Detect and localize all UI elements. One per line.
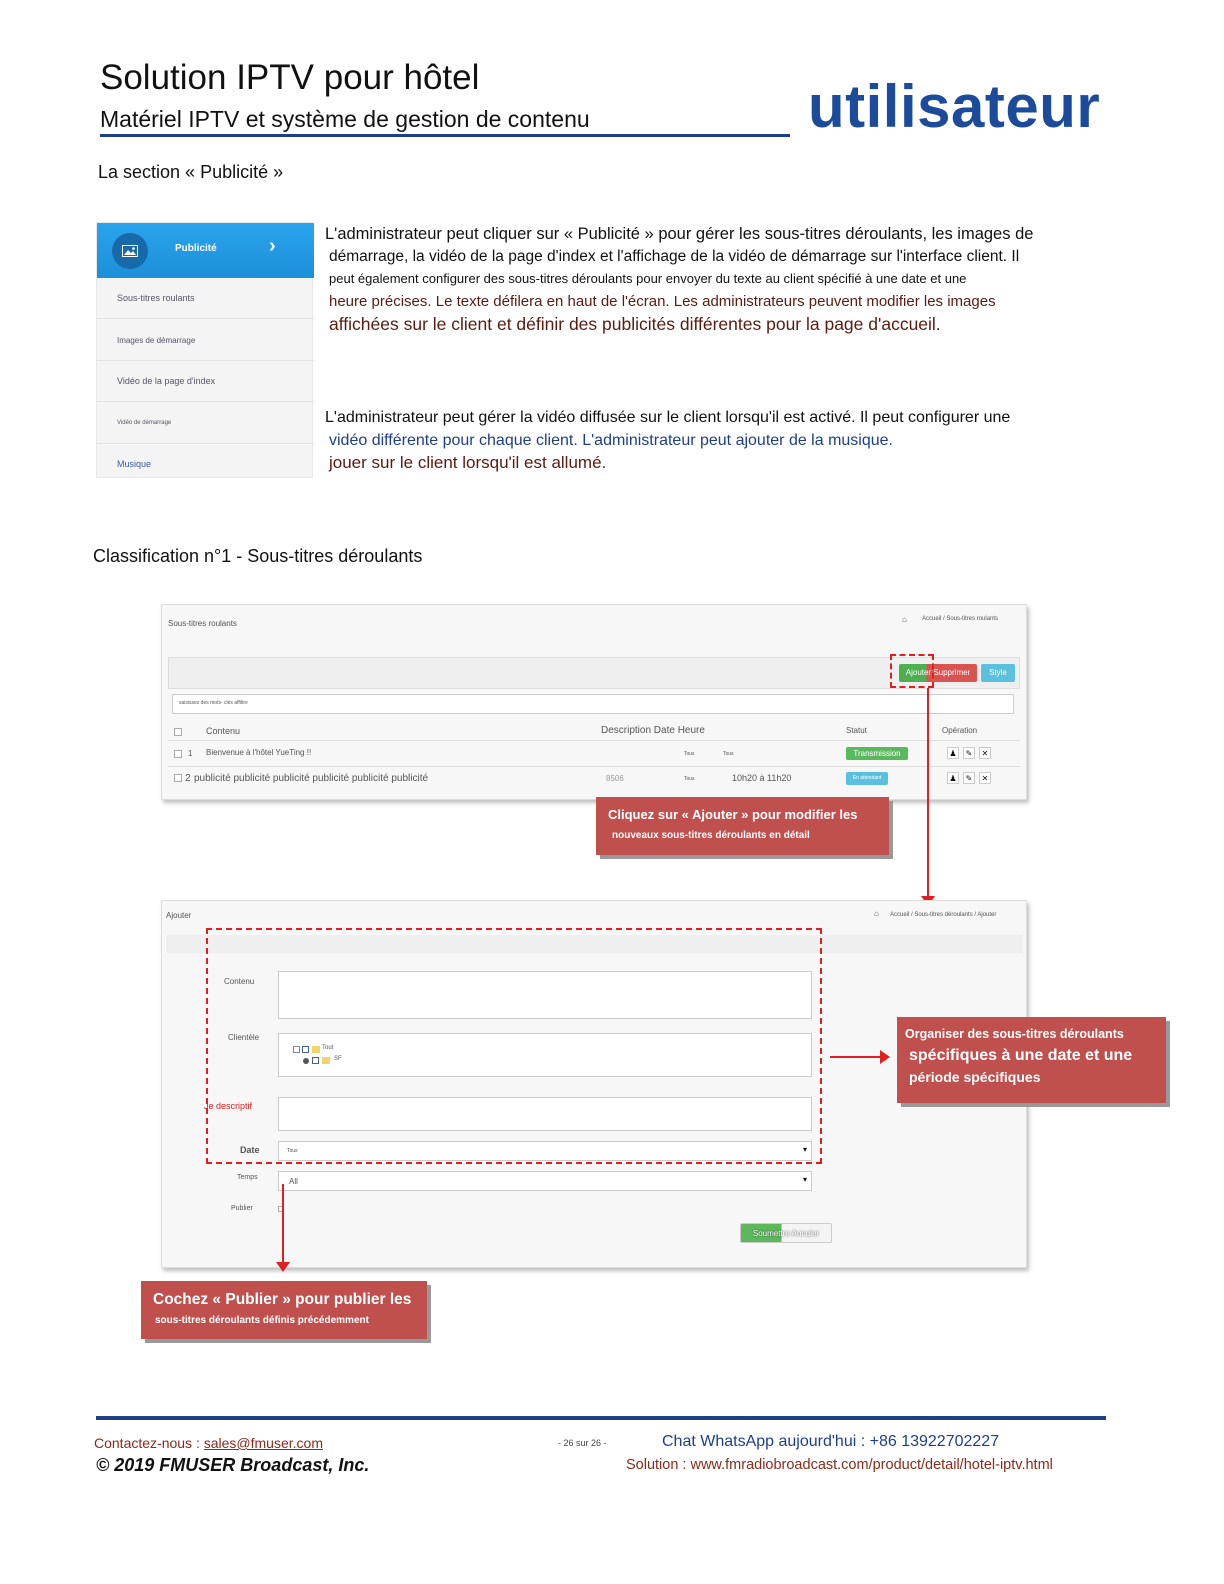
row-number: 1: [188, 749, 193, 758]
contact-email-link[interactable]: sales@fmuser.com: [203, 1435, 323, 1451]
search-input[interactable]: [172, 694, 1014, 714]
delete-icon[interactable]: ✕: [979, 772, 991, 784]
edit-icon[interactable]: ✎: [963, 772, 975, 784]
table-header: [168, 719, 1020, 741]
list-page-title: Sous-titres roulants: [168, 619, 237, 628]
row-number: 2: [185, 773, 191, 784]
paragraph-publicite: [325, 223, 1105, 336]
delete-icon[interactable]: ✕: [979, 747, 991, 759]
callout-organize-line3: période spécifiques: [909, 1069, 1041, 1085]
callout-organize-line2: spécifiques à une date et une: [909, 1047, 1133, 1064]
col-operation: Opération: [942, 726, 978, 735]
edit-icon[interactable]: ✎: [963, 747, 975, 759]
para2-line2: vidéo différente pour chaque client. L'administrateur peut ajouter de la musique.: [329, 431, 893, 449]
copyright: © 2019 FMUSER Broadcast, Inc.: [96, 1455, 370, 1475]
header-rule: [100, 134, 790, 137]
menu-item-publicite[interactable]: [97, 223, 314, 278]
add-button-highlight: [890, 654, 934, 688]
arrow-line-down-publish: [282, 1184, 284, 1264]
para1-line4: heure précises. Le texte défilera en haut de l'écran. Les administrateurs peuvent modifier les images: [329, 292, 996, 310]
form-page-title: Ajouter: [166, 911, 192, 920]
caret-down-icon: ▾: [802, 1175, 807, 1184]
doc-title: Solution IPTV pour hôtel: [100, 58, 480, 97]
callout-add-line2: nouveaux sous-titres déroulants en détail: [612, 830, 810, 841]
row-content: Bienvenue à l'hôtel YueTing !!: [206, 748, 312, 757]
status-badge: En attendant: [846, 772, 888, 785]
row-date: Tous: [684, 776, 695, 782]
user-icon[interactable]: ♟: [947, 747, 959, 759]
caret-down-icon: ▾: [802, 1145, 807, 1154]
para2-line3: jouer sur le client lorsqu'il est allumé.: [329, 453, 607, 472]
page-number: - 26 sur 26 -: [558, 1438, 607, 1448]
callout-organize: [897, 1017, 1166, 1103]
menu-top-label: Publicité: [175, 243, 217, 254]
style-button[interactable]: Style: [981, 664, 1015, 682]
callout-publish: [141, 1281, 427, 1339]
label-time: Temps: [237, 1174, 258, 1181]
time-select-value: All: [289, 1177, 298, 1186]
row-checkbox[interactable]: [174, 774, 182, 782]
footer-rule: [96, 1416, 1106, 1420]
menu-item-video-demarrage[interactable]: Vidéo de démarrage: [97, 403, 314, 444]
date-select-value: Tous: [287, 1148, 298, 1154]
form-breadcrumb: Accueil / Sous-titres déroulants / Ajouter: [890, 912, 997, 918]
para1-line5: affichées sur le client et définir des publicités différentes pour la page d'accueil.: [329, 314, 941, 334]
para2-line1: L'administrateur peut gérer la vidéo diffusée sur le client lorsqu'il est activé. Il peut configurer une: [325, 409, 1011, 426]
time-select[interactable]: [278, 1171, 812, 1191]
row-desc: 8506: [606, 774, 624, 783]
whatsapp-line: Chat WhatsApp aujourd'hui : +86 13922702227: [662, 1433, 1000, 1450]
callout-add: [596, 797, 889, 855]
label-publish: Publier: [231, 1205, 253, 1212]
footer-contact: [94, 1435, 323, 1451]
menu-item-musique[interactable]: Musique: [117, 459, 152, 469]
col-status: Statut: [846, 726, 867, 735]
submit-cancel-buttons[interactable]: Soumettre Annuler: [740, 1223, 832, 1243]
row-time: 10h20 à 11h20: [732, 773, 792, 783]
ad-menu-screenshot: [96, 222, 313, 478]
contact-label: Contactez-nous :: [94, 1435, 200, 1451]
home-icon: ⌂: [874, 909, 879, 918]
classification-title: Classification n°1 - Sous-titres déroulants: [93, 546, 423, 566]
menu-item-sous-titres[interactable]: Sous-titres roulants: [97, 278, 314, 319]
image-icon: [112, 233, 148, 269]
para1-line1: L'administrateur peut cliquer sur « Publicité » pour gérer les sous-titres déroulants, les images de: [325, 225, 1034, 243]
menu-item-images[interactable]: Images de démarrage: [97, 320, 314, 361]
table-row: [168, 767, 1020, 793]
chevron-right-icon: ›: [269, 235, 276, 257]
label-description: Je descriptif: [204, 1101, 253, 1111]
tree-all-label: Tout: [322, 1045, 334, 1051]
row-checkbox[interactable]: [174, 750, 182, 758]
add-delete-button[interactable]: Ajouter Supprimer: [899, 664, 977, 682]
select-all-checkbox[interactable]: [174, 728, 182, 736]
row-content: publicité publicité publicité publicité publicité publicité: [194, 773, 429, 784]
label-date: Date: [240, 1145, 260, 1155]
row-time: Tous: [723, 751, 734, 757]
callout-publish-line1: Cochez « Publier » pour publier les: [153, 1291, 412, 1308]
menu-item-video-index[interactable]: Vidéo de la page d'index: [97, 361, 314, 402]
user-icon[interactable]: ♟: [947, 772, 959, 784]
para1-line2: démarrage, la vidéo de la page d'index et l'affichage de la vidéo de démarrage sur l'interface client. Il: [329, 247, 1020, 265]
section-title: La section « Publicité »: [98, 162, 284, 182]
para1-line3: peut également configurer des sous-titres déroulants pour envoyer du texte au client spécifié à une date et une: [329, 271, 967, 286]
col-content: Contenu: [206, 726, 241, 736]
callout-publish-line2: sous-titres déroulants définis précédemment: [155, 1315, 369, 1326]
callout-add-line1: Cliquez sur « Ajouter » pour modifier les: [608, 807, 858, 822]
header-user-word: utilisateur: [808, 73, 1101, 140]
label-content: Contenu: [224, 977, 255, 986]
subtitle-list-screenshot: [161, 604, 1027, 800]
form-fields-highlight: [206, 928, 822, 1164]
arrow-line-right: [830, 1056, 882, 1058]
status-badge: Transmission: [846, 747, 908, 760]
table-row: [168, 741, 1020, 767]
arrow-head-right-icon: [880, 1050, 890, 1064]
arrow-line-down: [927, 688, 929, 898]
label-client: Clientèle: [228, 1033, 260, 1042]
doc-subtitle: Matériel IPTV et système de gestion de contenu: [100, 106, 590, 132]
callout-organize-line1: Organiser des sous-titres déroulants: [905, 1027, 1124, 1041]
search-placeholder: saisissez des mots- clés affiltre: [179, 700, 248, 706]
solution-link[interactable]: Solution : www.fmradiobroadcast.com/product/detail/hotel-iptv.html: [626, 1457, 1053, 1473]
list-breadcrumb: Accueil / Sous-titres roulants: [922, 616, 999, 622]
col-desc-date-time: Description Date Heure: [601, 725, 705, 736]
arrow-head-down-icon: [276, 1262, 290, 1272]
home-icon: ⌂: [902, 615, 907, 624]
row-date: Tous: [684, 751, 695, 757]
tree-sf-label: SF: [334, 1056, 342, 1062]
paragraph-video: [325, 407, 1105, 475]
